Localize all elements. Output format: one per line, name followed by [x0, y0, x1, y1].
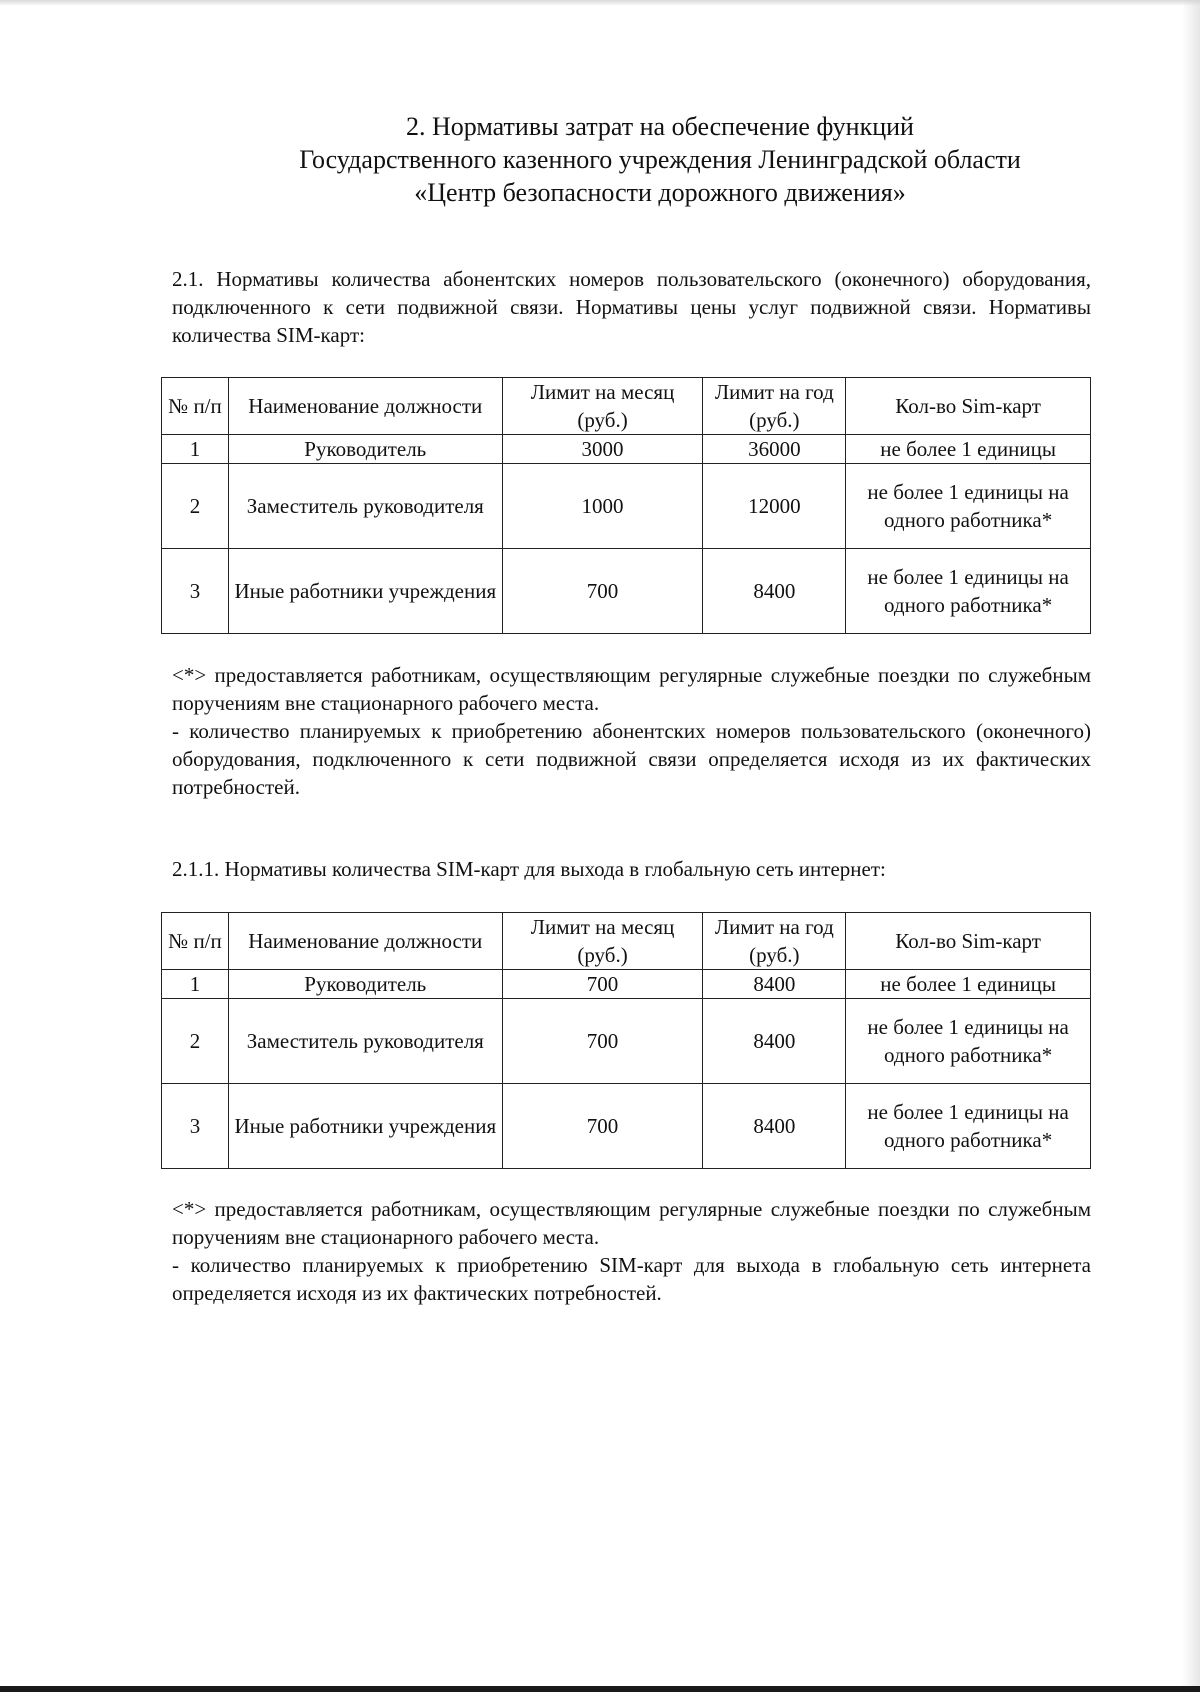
cell-sim-count: не более 1 единицы на одного работника* [846, 549, 1091, 634]
table-header-row [162, 913, 1091, 970]
header-number: № п/п [162, 913, 229, 970]
internet-sim-norms-table [161, 912, 1091, 1169]
cell-year-limit: 8400 [703, 549, 846, 634]
scan-edge-top [0, 0, 1200, 6]
cell-sim-count: не более 1 единицы [846, 435, 1091, 464]
cell-position: Заместитель руководителя [228, 999, 502, 1084]
cell-year-limit: 36000 [703, 435, 846, 464]
cell-month-limit: 1000 [502, 464, 703, 549]
title-line-2: Государственного казенного учреждения Ленинградской области [299, 145, 1021, 174]
header-year-limit: Лимит на год (руб.) [703, 378, 846, 435]
table-row [162, 435, 1091, 464]
scan-edge-bottom [0, 1686, 1200, 1692]
cell-position: Заместитель руководителя [228, 464, 502, 549]
cell-number: 1 [162, 435, 229, 464]
section-2-1-intro [172, 265, 1091, 349]
table-row [162, 1084, 1091, 1169]
cell-number: 1 [162, 970, 229, 999]
section-2-1-notes [172, 661, 1091, 801]
cell-number: 3 [162, 1084, 229, 1169]
title-line-3: «Центр безопасности дорожного движения» [414, 178, 906, 207]
table-row [162, 549, 1091, 634]
scan-edge-right [1182, 0, 1200, 1692]
cell-year-limit: 8400 [703, 999, 846, 1084]
table-row [162, 970, 1091, 999]
section-2-1-intro-text: 2.1. Нормативы количества абонентских номеров пользовательского (оконечного) оборудования, подключенного к сети подвижной связи. Нормативы цены услуг подвижной связи. Нормативы количества SIM-карт: [172, 267, 1091, 347]
cell-year-limit: 12000 [703, 464, 846, 549]
cell-month-limit: 700 [502, 1084, 703, 1169]
section-2-1-1-intro [172, 855, 1091, 883]
cell-sim-count: не более 1 единицы на одного работника* [846, 464, 1091, 549]
cell-position: Иные работники учреждения [228, 549, 502, 634]
page-title [160, 110, 1160, 209]
cell-year-limit: 8400 [703, 1084, 846, 1169]
cell-sim-count: не более 1 единицы на одного работника* [846, 1084, 1091, 1169]
cell-year-limit: 8400 [703, 970, 846, 999]
note-quantity: - количество планируемых к приобретению абонентских номеров пользовательского (оконечного) оборудования, подключенного к сети подвижной связи определяется исходя из их фактических потребностей. [172, 719, 1091, 799]
cell-number: 2 [162, 464, 229, 549]
cell-month-limit: 700 [502, 549, 703, 634]
header-month-limit: Лимит на месяц (руб.) [502, 378, 703, 435]
note-asterisk: <*> предоставляется работникам, осуществляющим регулярные служебные поездки по служебным поручениям вне стационарного рабочего места. [172, 1197, 1091, 1249]
header-month-limit: Лимит на месяц (руб.) [502, 913, 703, 970]
cell-position: Иные работники учреждения [228, 1084, 502, 1169]
header-number: № п/п [162, 378, 229, 435]
cell-position: Руководитель [228, 435, 502, 464]
cell-position: Руководитель [228, 970, 502, 999]
header-year-limit: Лимит на год (руб.) [703, 913, 846, 970]
section-2-1-1-notes [172, 1195, 1091, 1307]
table-row [162, 464, 1091, 549]
cell-month-limit: 700 [502, 999, 703, 1084]
note-asterisk: <*> предоставляется работникам, осуществляющим регулярные служебные поездки по служебным поручениям вне стационарного рабочего места. [172, 663, 1091, 715]
table-row [162, 999, 1091, 1084]
cell-month-limit: 3000 [502, 435, 703, 464]
section-2-1-1-intro-text: 2.1.1. Нормативы количества SIM-карт для выхода в глобальную сеть интернет: [172, 857, 886, 881]
title-line-1: 2. Нормативы затрат на обеспечение функций [406, 112, 914, 141]
cell-month-limit: 700 [502, 970, 703, 999]
note-quantity: - количество планируемых к приобретению SIM-карт для выхода в глобальную сеть интернета определяется исходя из их фактических потребностей. [172, 1253, 1091, 1305]
cell-number: 3 [162, 549, 229, 634]
header-sim-count: Кол-во Sim-карт [846, 913, 1091, 970]
cell-number: 2 [162, 999, 229, 1084]
header-position: Наименование должности [228, 378, 502, 435]
mobile-norms-table [161, 377, 1091, 634]
table-header-row [162, 378, 1091, 435]
header-sim-count: Кол-во Sim-карт [846, 378, 1091, 435]
cell-sim-count: не более 1 единицы на одного работника* [846, 999, 1091, 1084]
cell-sim-count: не более 1 единицы [846, 970, 1091, 999]
header-position: Наименование должности [228, 913, 502, 970]
